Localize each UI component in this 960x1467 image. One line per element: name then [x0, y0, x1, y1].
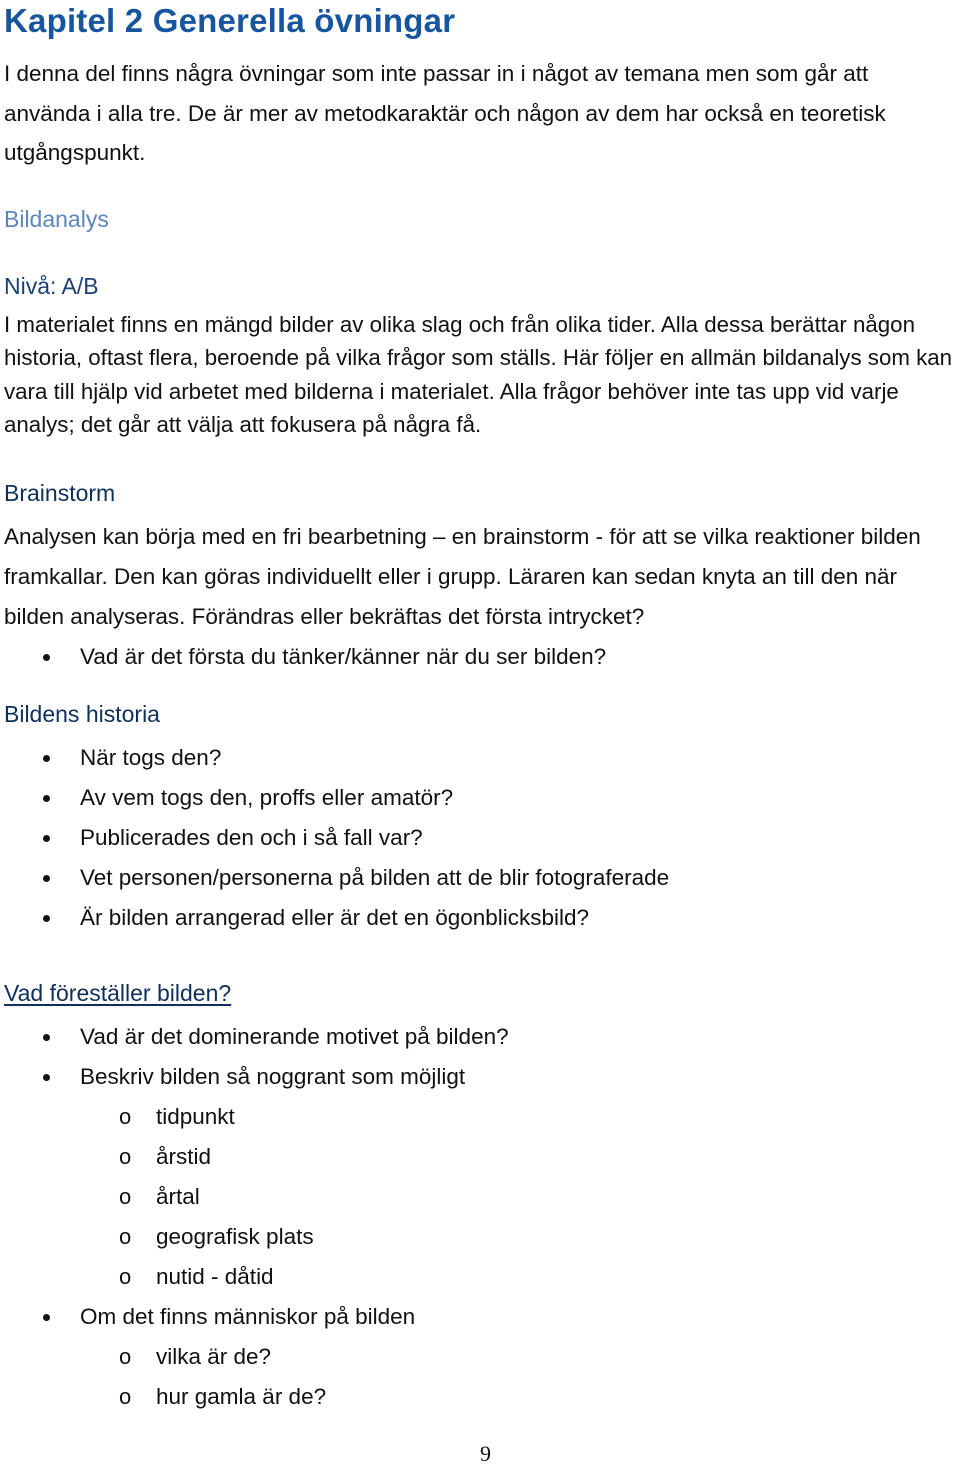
sub-list-item: o vilka är de? — [0, 1337, 950, 1377]
sub-list-item: o årtal — [0, 1177, 950, 1217]
list-item: Är bilden arrangerad eller är det en ögonblicksbild? — [0, 898, 950, 938]
list-item: Vad är det första du tänker/känner när du ser bilden? — [0, 637, 950, 677]
chapter-title: Kapitel 2 Generella övningar — [4, 2, 456, 39]
bullet-icon — [43, 755, 50, 762]
section-heading-bildanalys: Bildanalys — [4, 206, 109, 232]
list-item: Av vem togs den, proffs eller amatör? — [0, 778, 950, 818]
sub-list-item: o årstid — [0, 1137, 950, 1177]
list-item: Publicerades den och i så fall var? — [0, 818, 950, 858]
sub-bullet-marker: o — [119, 1104, 132, 1129]
sub-bullet-marker: o — [119, 1224, 132, 1249]
list-item: När togs den? — [0, 738, 950, 778]
sub-list-item: o nutid - dåtid — [0, 1257, 950, 1297]
bullet-icon — [43, 875, 50, 882]
list-item: Beskriv bilden så noggrant som möjligt — [0, 1057, 950, 1097]
bullet-icon — [43, 795, 50, 802]
sub-bullet-marker: o — [119, 1344, 132, 1369]
list-item: Om det finns människor på bilden — [0, 1297, 950, 1337]
forestaller-bullet-list — [0, 1017, 950, 1417]
vad-forestaller-heading: Vad föreställer bilden? — [4, 980, 232, 1006]
brainstorm-text: Analysen kan börja med en fri bearbetning – en brainstorm - för att se vilka reaktioner bilden framkallar. Den kan göras individuellt eller i grupp. Läraren kan sedan knyta an till den när bilden analyseras. Förändras eller bekräftas det första intrycket? — [4, 524, 921, 629]
page-number: 9 — [480, 1441, 491, 1466]
sub-bullet-marker: o — [119, 1384, 132, 1409]
sub-list-item: o hur gamla är de? — [0, 1377, 950, 1417]
level-label: Nivå: A/B — [4, 273, 99, 299]
historia-bullet-list — [0, 738, 950, 938]
bullet-icon — [43, 1314, 50, 1321]
brainstorm-bullet-list — [0, 637, 950, 677]
bildens-historia-heading: Bildens historia — [4, 701, 160, 727]
list-item: Vad är det dominerande motivet på bilden? — [0, 1017, 950, 1057]
bullet-icon — [43, 915, 50, 922]
bullet-icon — [43, 1074, 50, 1081]
list-item: Vet personen/personerna på bilden att de blir fotograferade — [0, 858, 950, 898]
sub-bullet-marker: o — [119, 1264, 132, 1289]
sub-bullet-marker: o — [119, 1144, 132, 1169]
bullet-icon — [43, 835, 50, 842]
sub-list-item: o geografisk plats — [0, 1217, 950, 1257]
bullet-icon — [43, 654, 50, 661]
bullet-icon — [43, 1034, 50, 1041]
sub-list-item: o tidpunkt — [0, 1097, 950, 1137]
sub-bullet-marker: o — [119, 1184, 132, 1209]
bildanalys-text: I materialet finns en mängd bilder av olika slag och från olika tider. Alla dessa berättar någon historia, oftast flera, beroende på vilka frågor som ställs. Här följer en allmän bildanalys som kan vara till hjälp vid arbetet med bilderna i materialet. Alla frågor behöver inte tas upp vid varje analys; det går att välja att fokusera på några få. — [4, 312, 953, 438]
chapter-intro: I denna del finns några övningar som inte passar in i något av temana men som går att använda i alla tre. De är mer av metodkaraktär och någon av dem har också en teoretisk utgångspunkt. — [4, 61, 886, 165]
brainstorm-heading: Brainstorm — [4, 480, 116, 506]
